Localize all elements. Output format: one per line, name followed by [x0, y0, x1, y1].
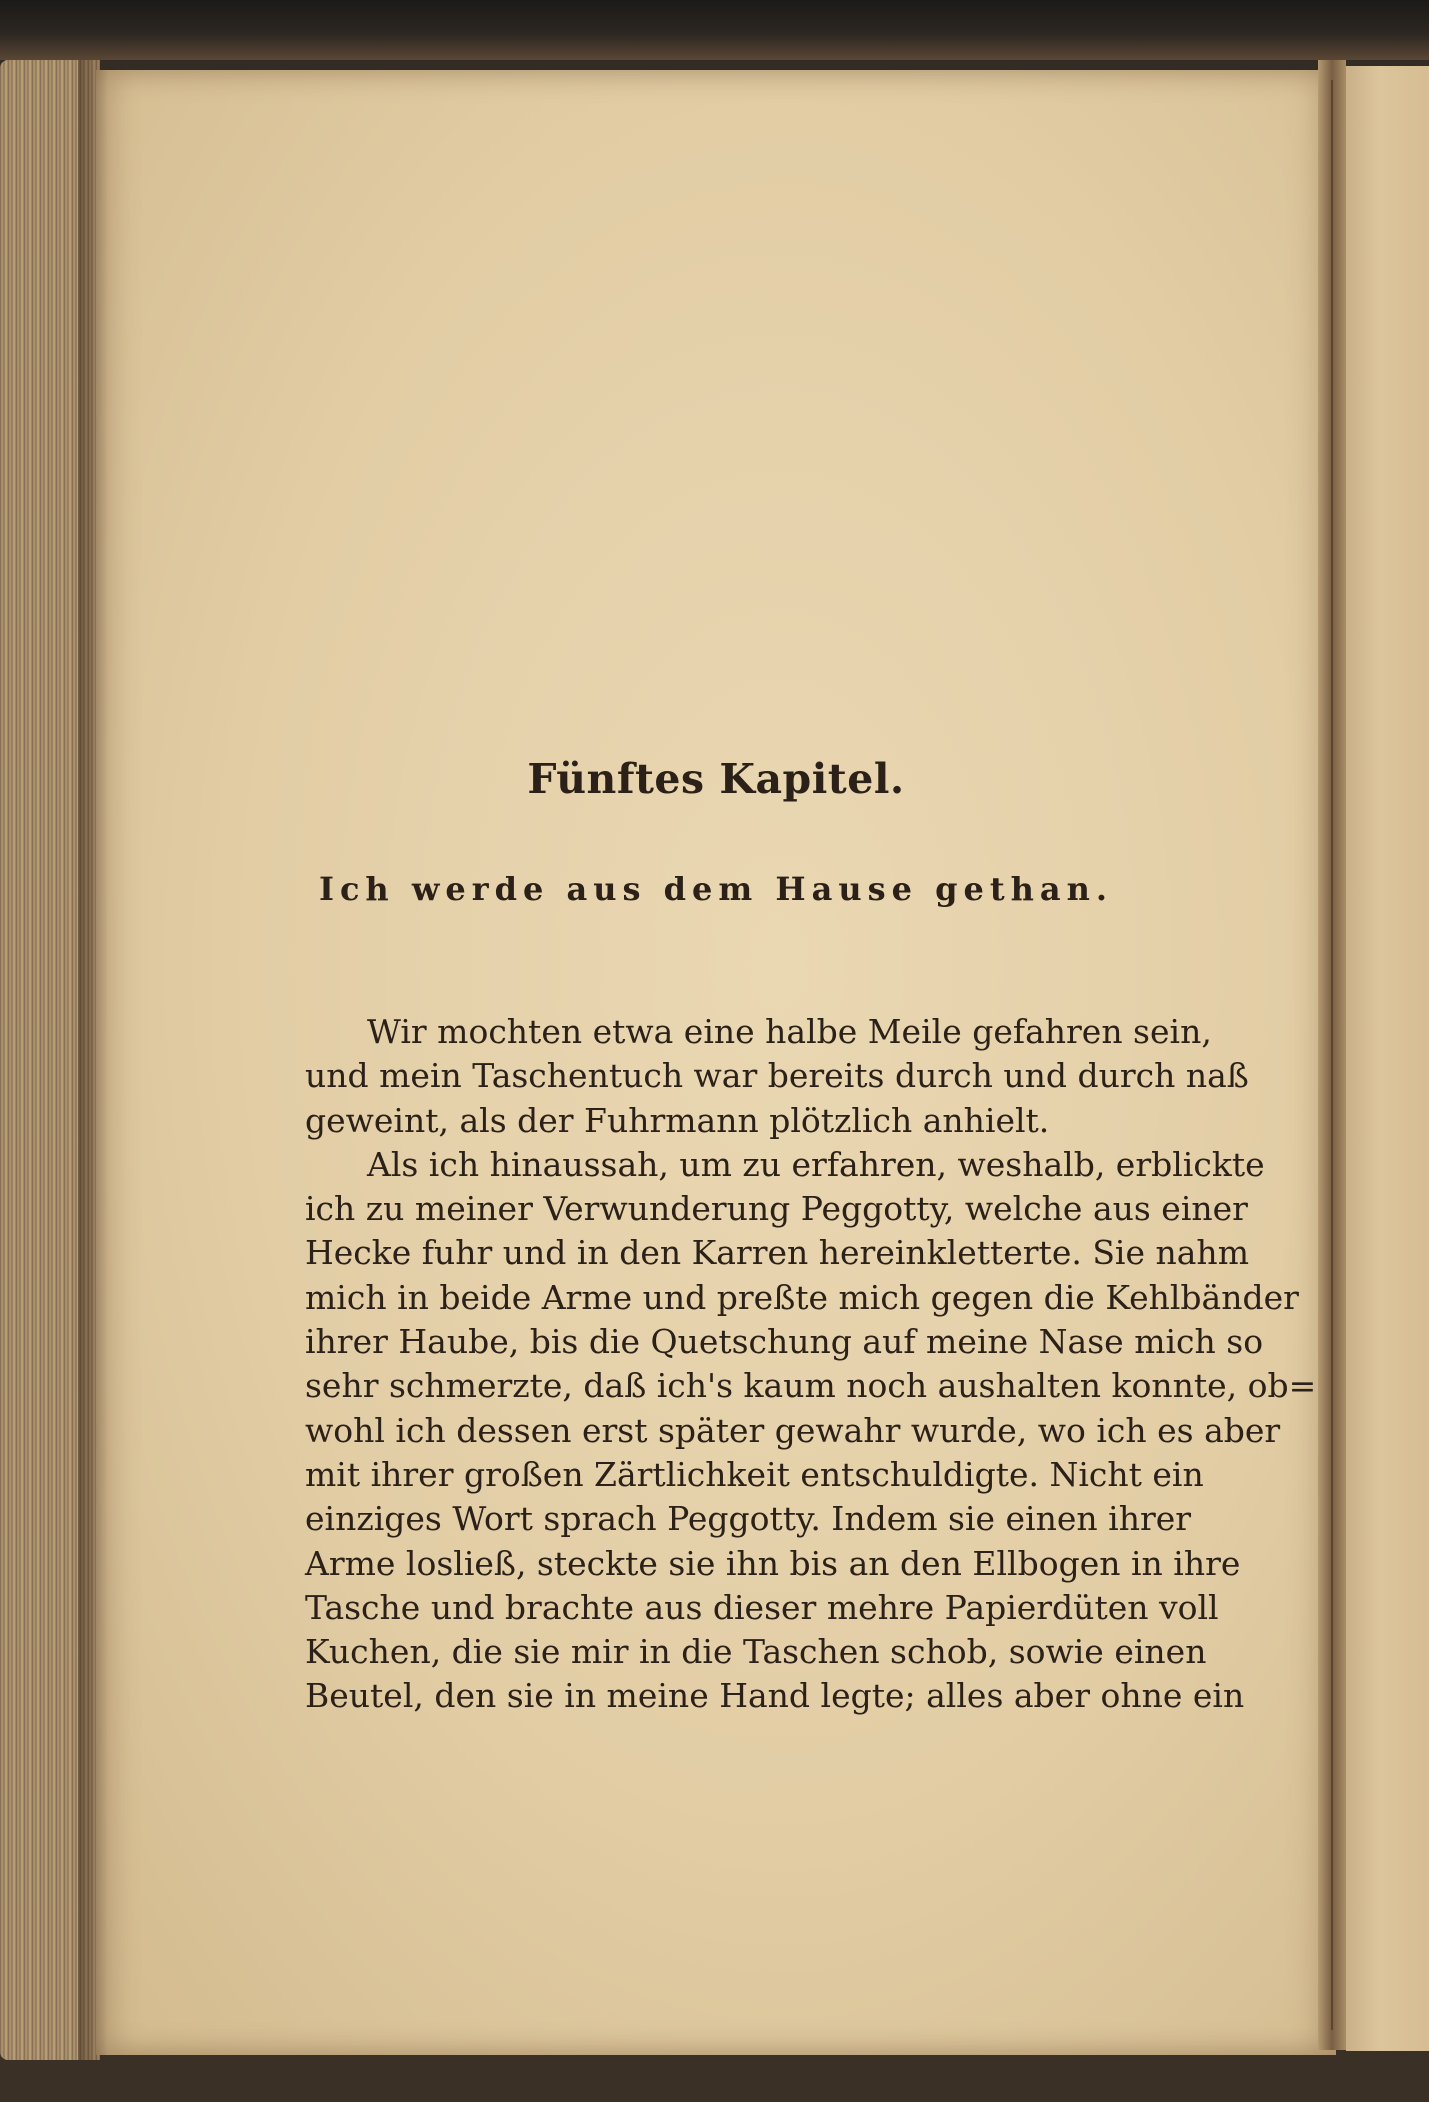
text-line: Tasche und brachte aus dieser mehre Papierdüten voll	[305, 1587, 1219, 1627]
text-line: Beutel, den sie in meine Hand legte; alles aber ohne ein	[305, 1676, 1245, 1716]
text-line: sehr schmerzte, daß ich's kaum noch aushalten konnte, ob=	[305, 1366, 1317, 1406]
book-top-edge	[0, 0, 1429, 60]
text-line: wohl ich dessen erst später gewahr wurde, wo ich es aber	[305, 1410, 1281, 1450]
text-line: Als ich hinaussah, um zu erfahren, weshalb, erblickte	[367, 1144, 1265, 1184]
text-line: Wir mochten etwa eine halbe Meile gefahren sein,	[367, 1012, 1212, 1051]
page-edge-shadow	[78, 60, 108, 2060]
text-line: mich in beide Arme und preßte mich gegen die Kehlbänder	[305, 1277, 1299, 1317]
text-line: Hecke fuhr und in den Karren hereinkletterte. Sie nahm	[305, 1233, 1249, 1273]
text-line: Kuchen, die sie mir in die Taschen schob, sowie einen	[305, 1632, 1207, 1672]
facing-page-edge	[1346, 66, 1429, 2051]
binding-stitch	[1331, 80, 1333, 2030]
chapter-subtitle: Ich werde aus dem Hause gethan.	[318, 870, 1114, 908]
text-line: und mein Taschentuch war bereits durch und durch naß	[305, 1056, 1249, 1096]
text-line: einziges Wort sprach Peggotty. Indem sie einen ihrer	[305, 1499, 1192, 1539]
text-line: Arme losließ, steckte sie ihn bis an den Ellbogen in ihre	[305, 1543, 1241, 1583]
chapter-title: Fünftes Kapitel.	[527, 755, 905, 803]
text-line: geweint, als der Fuhrmann plötzlich anhielt.	[305, 1100, 1050, 1140]
body-text	[305, 1010, 1317, 1719]
text-line: ihrer Haube, bis die Quetschung auf meine Nase mich so	[305, 1322, 1264, 1362]
text-line: mit ihrer großen Zärtlichkeit entschuldigte. Nicht ein	[305, 1454, 1204, 1494]
text-line: ich zu meiner Verwunderung Peggotty, welche aus einer	[305, 1189, 1248, 1229]
